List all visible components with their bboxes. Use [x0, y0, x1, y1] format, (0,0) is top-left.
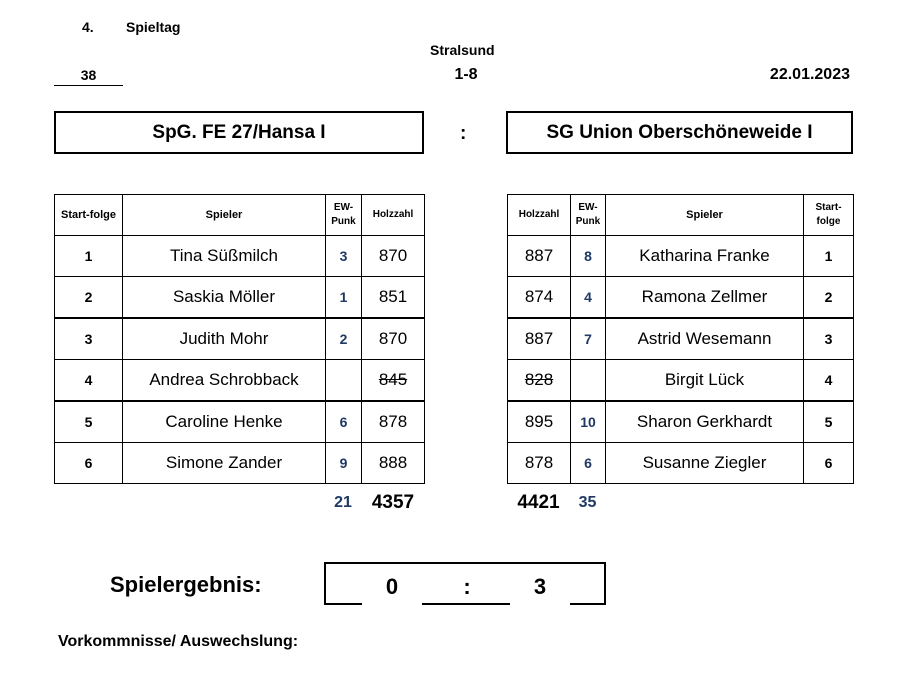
score-separator: : — [463, 574, 471, 599]
away-header-holzzahl: Holzzahl — [508, 195, 571, 236]
away-player: Susanne Ziegler — [606, 443, 804, 484]
table-row — [508, 401, 854, 443]
away-pos: 6 — [804, 443, 854, 484]
home-team-name: SpG. FE 27/Hansa I — [152, 121, 326, 143]
away-player: Astrid Wesemann — [606, 318, 804, 360]
home-pos: 4 — [55, 360, 123, 402]
home-holz-struck: 845 — [362, 360, 425, 402]
team-separator: : — [460, 123, 467, 144]
home-pos: 1 — [55, 236, 123, 277]
home-holz: 870 — [362, 318, 425, 360]
game-number: 38 — [54, 67, 123, 86]
away-header-ewpunkte: EW-Punk — [571, 195, 606, 236]
lanes: 1-8 — [454, 66, 478, 83]
table-row — [508, 318, 854, 360]
away-header-startfolge: Start-folge — [804, 195, 854, 236]
away-ew-points: 7 — [571, 318, 606, 360]
away-ew-points — [571, 360, 606, 402]
away-total-ew-points: 35 — [578, 494, 597, 511]
away-team-box — [506, 111, 853, 154]
notes-label: Vorkommnisse/ Auswechslung: — [58, 633, 299, 650]
away-holz-struck: 828 — [508, 360, 571, 402]
home-header-row — [55, 195, 425, 236]
home-ew-points: 1 — [326, 277, 362, 319]
away-pos: 2 — [804, 277, 854, 319]
table-row — [55, 318, 425, 360]
home-holz: 878 — [362, 401, 425, 443]
away-player: Birgit Lück — [606, 360, 804, 402]
away-pos: 4 — [804, 360, 854, 402]
home-ew-points: 6 — [326, 401, 362, 443]
round-number: 4. — [82, 19, 94, 35]
table-row — [55, 401, 425, 443]
home-ew-points: 2 — [326, 318, 362, 360]
away-team-name: SG Union Oberschöneweide I — [546, 121, 813, 143]
table-row — [55, 277, 425, 319]
home-player: Tina Süßmilch — [123, 236, 326, 277]
result-label: Spielergebnis: — [110, 572, 262, 597]
away-score: 3 — [533, 574, 547, 599]
home-pos: 3 — [55, 318, 123, 360]
away-player: Sharon Gerkhardt — [606, 401, 804, 443]
table-row — [508, 443, 854, 484]
home-player: Andrea Schrobback — [123, 360, 326, 402]
home-header-ewpunkte: EW-Punk — [326, 195, 362, 236]
table-row — [55, 443, 425, 484]
table-row — [55, 360, 425, 402]
away-ew-points: 6 — [571, 443, 606, 484]
away-holz: 874 — [508, 277, 571, 319]
match-date: 22.01.2023 — [769, 66, 850, 83]
away-header-row — [508, 195, 854, 236]
home-header-spieler: Spieler — [123, 195, 326, 236]
home-holz: 870 — [362, 236, 425, 277]
away-player: Katharina Franke — [606, 236, 804, 277]
away-pos: 1 — [804, 236, 854, 277]
home-pos: 5 — [55, 401, 123, 443]
home-header-startfolge: Start-folge — [55, 195, 123, 236]
home-pos: 6 — [55, 443, 123, 484]
away-pos: 3 — [804, 318, 854, 360]
table-row — [508, 236, 854, 277]
venue: Stralsund — [430, 42, 495, 58]
table-row — [508, 360, 854, 402]
score-gap-right — [510, 603, 570, 605]
home-ew-points — [326, 360, 362, 402]
home-player: Judith Mohr — [123, 318, 326, 360]
away-total-holz: 4421 — [517, 492, 560, 513]
home-team-box — [54, 111, 424, 154]
round-label: Spieltag — [126, 19, 181, 35]
home-player: Saskia Möller — [123, 277, 326, 319]
table-row — [55, 236, 425, 277]
home-player: Simone Zander — [123, 443, 326, 484]
home-score: 0 — [385, 574, 399, 599]
away-holz: 878 — [508, 443, 571, 484]
home-pos: 2 — [55, 277, 123, 319]
home-holz: 851 — [362, 277, 425, 319]
home-player: Caroline Henke — [123, 401, 326, 443]
home-holz: 888 — [362, 443, 425, 484]
home-total-holz: 4357 — [371, 492, 415, 513]
table-row — [508, 277, 854, 319]
away-holz: 887 — [508, 318, 571, 360]
away-lineup-table — [507, 194, 854, 484]
away-ew-points: 10 — [571, 401, 606, 443]
home-lineup-table — [54, 194, 425, 484]
home-ew-points: 9 — [326, 443, 362, 484]
away-ew-points: 4 — [571, 277, 606, 319]
away-header-spieler: Spieler — [606, 195, 804, 236]
away-holz: 895 — [508, 401, 571, 443]
home-ew-points: 3 — [326, 236, 362, 277]
home-total-ew-points: 21 — [334, 494, 352, 511]
away-pos: 5 — [804, 401, 854, 443]
result-box — [324, 562, 606, 605]
away-player: Ramona Zellmer — [606, 277, 804, 319]
away-holz: 887 — [508, 236, 571, 277]
home-header-holzzahl: Holzzahl — [362, 195, 425, 236]
score-gap-left — [362, 603, 422, 605]
away-ew-points: 8 — [571, 236, 606, 277]
